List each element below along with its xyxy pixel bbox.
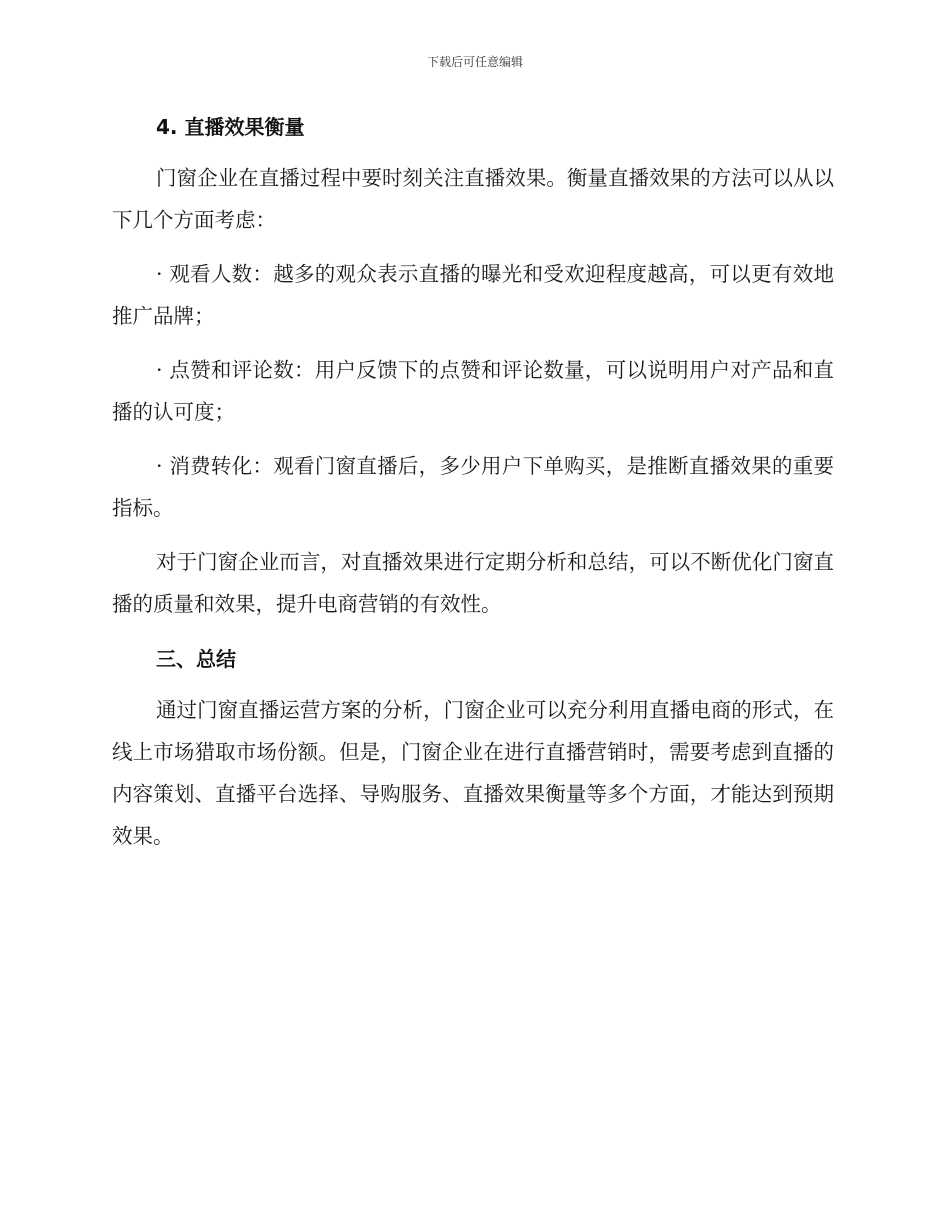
section-heading-summary: 三、总结 [156,647,236,671]
paragraph-intro: 门窗企业在直播过程中要时刻关注直播效果。衡量直播效果的方法可以从以下几个方面考虑： [112,166,834,232]
document-body [112,105,834,869]
bullet-item-viewers: · 观看人数：越多的观众表示直播的曝光和受欢迎程度越高，可以更有效地推广品牌； [112,262,834,328]
paragraph-summary: 通过门窗直播运营方案的分析，门窗企业可以充分利用直播电商的形式，在线上市场猎取市场份额。但是，门窗企业在进行直播营销时，需要考虑到直播的内容策划、直播平台选择、导购服务、直播效果衡量等多个方面，才能达到预期效果。 [112,698,834,848]
bullet-item-conversion: · 消费转化：观看门窗直播后，多少用户下单购买，是推断直播效果的重要指标。 [112,454,834,520]
page-header-note: 下载后可任意编辑 [426,55,523,69]
bullet-item-likes-comments: · 点赞和评论数：用户反馈下的点赞和评论数量，可以说明用户对产品和直播的认可度； [112,358,834,424]
section-heading-effect: 4. 直播效果衡量 [156,115,305,139]
paragraph-analysis: 对于门窗企业而言，对直播效果进行定期分析和总结，可以不断优化门窗直播的质量和效果，提升电商营销的有效性。 [112,550,834,616]
